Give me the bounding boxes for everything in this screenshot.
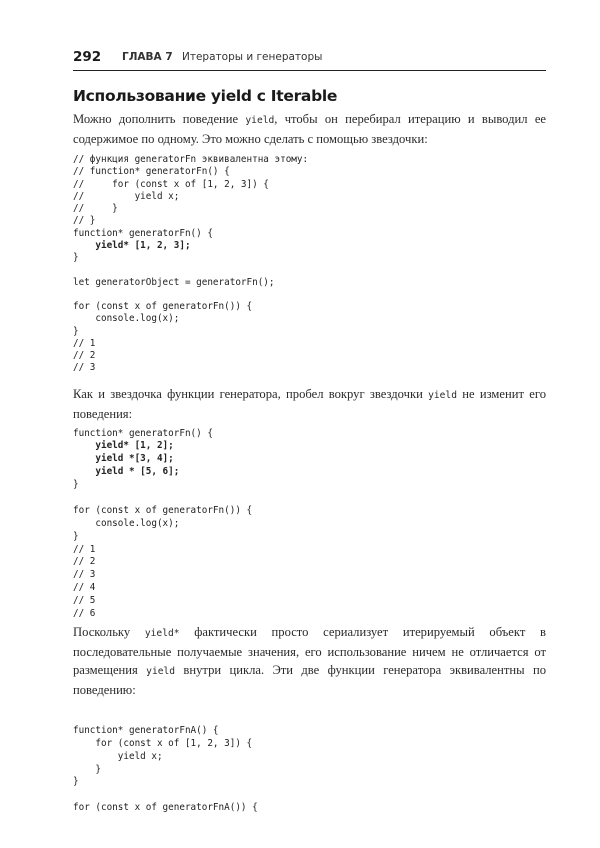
code-line: console.log(x);: [73, 313, 180, 325]
code-line: for (const x of generatorFn()) {: [73, 301, 253, 312]
code-line: // функция generatorFn эквивалентна этому:: [73, 154, 309, 165]
code-line: [73, 492, 546, 505]
code-line: [73, 264, 546, 276]
page-number: 292: [73, 49, 102, 65]
chapter-label: ГЛАВА 7: [122, 51, 173, 63]
code-line: yield* [1, 2, 3];: [73, 239, 191, 251]
code-line: }: [73, 530, 79, 542]
code-line: for (const x of generatorFnA()) {: [73, 802, 258, 814]
paragraph-text: фактически просто сериализует итерируемый объект в последовательные получаемые значения, его использование ничем не отличается от размещения: [73, 624, 546, 677]
code-block-2: [73, 428, 546, 621]
header-rule: [73, 70, 546, 71]
code-line: for (const x of generatorFn()) {: [73, 504, 253, 516]
code-line: }: [73, 776, 79, 788]
chapter-title: Итераторы и генераторы: [182, 51, 323, 63]
inline-code: yield: [428, 389, 457, 401]
code-line: function* generatorFn() {: [73, 227, 213, 239]
inline-code: yield: [146, 665, 176, 677]
paragraph-text: , чтобы он перебирал итерацию и выводил ее содержимое по одному. Это можно сделать с помощью звездочки:: [73, 112, 546, 146]
code-line: // yield x;: [73, 190, 180, 202]
code-line: // function* generatorFn() {: [73, 166, 230, 178]
code-line: yield* [1, 2];: [73, 440, 174, 452]
code-line: // for (const x of [1, 2, 3]) {: [73, 178, 269, 190]
code-line: }: [73, 479, 79, 491]
code-line: let generatorObject = generatorFn();: [73, 276, 275, 288]
paragraph-2: [73, 385, 546, 423]
code-line: // 3: [73, 362, 96, 374]
code-line: [73, 289, 546, 301]
code-line: // 2: [73, 556, 96, 568]
paragraph-text: внутри цикла. Эти две функции генератора эквивалентны по поведению:: [73, 662, 546, 697]
code-line: console.log(x);: [73, 517, 180, 529]
paragraph-3: [73, 623, 546, 699]
code-line: for (const x of [1, 2, 3]) {: [73, 737, 253, 749]
paragraph-text: не изменит его поведения:: [73, 386, 546, 421]
code-line: yield x;: [73, 750, 163, 762]
code-line: // 6: [73, 607, 96, 619]
code-line: // 2: [73, 350, 96, 361]
code-line: // }: [73, 215, 96, 227]
code-line: function* generatorFnA() {: [73, 724, 219, 736]
code-line: // 3: [73, 569, 96, 581]
paragraph-text: Как и звездочка функции генератора, пробел вокруг звездочки: [73, 386, 429, 401]
code-block-3: [73, 725, 546, 815]
code-line: // 1: [73, 337, 96, 349]
code-block-1: [73, 154, 546, 375]
inline-code: yield*: [144, 627, 180, 639]
running-header: [73, 49, 546, 69]
inline-code: yield: [245, 115, 275, 126]
section-title: Использование yield с Iterable: [73, 87, 338, 105]
paragraph-1: [73, 110, 546, 148]
code-line: }: [73, 252, 79, 263]
code-line: // 4: [73, 582, 96, 594]
code-line: }: [73, 763, 101, 775]
code-line: yield *[3, 4];: [73, 453, 174, 465]
code-line: // 5: [73, 595, 96, 607]
code-line: function* generatorFn() {: [73, 427, 213, 439]
code-line: [73, 789, 546, 802]
paragraph-text: Поскольку: [73, 624, 145, 639]
code-line: // 1: [73, 543, 96, 555]
code-line: yield * [5, 6];: [73, 466, 180, 478]
paragraph-text: Можно дополнить поведение: [73, 112, 246, 126]
page-content: [73, 86, 546, 815]
code-line: }: [73, 325, 79, 337]
code-line: // }: [73, 203, 118, 214]
